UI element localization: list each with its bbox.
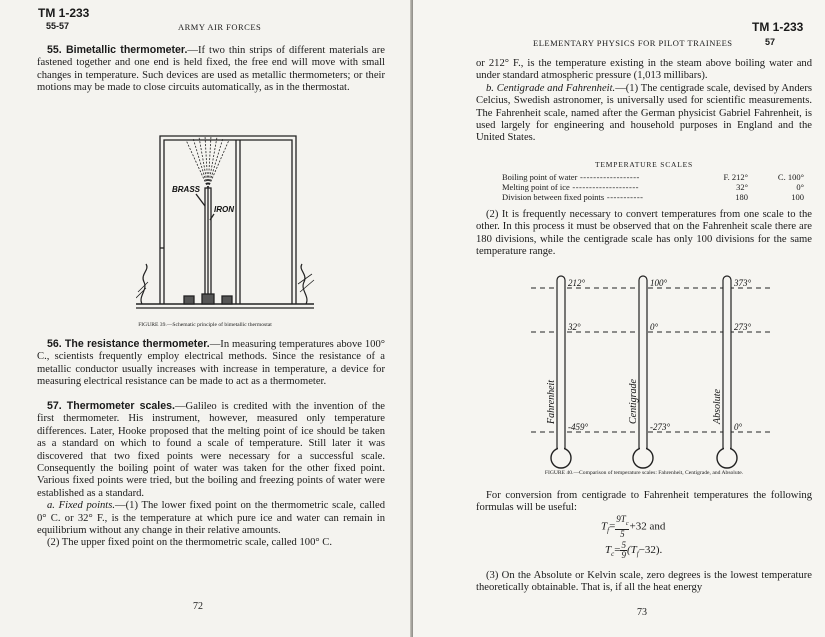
label-mid: 273° [734,322,752,332]
thermometer-tube [639,276,647,452]
tube-joint [640,444,646,452]
table-row [499,192,807,202]
label-top: 100° [650,278,668,288]
figure-39-thermostat [136,128,316,316]
thermometer-tube [723,276,731,452]
temperature-table-title: TEMPERATURE SCALES [595,160,693,169]
section-56 [37,338,385,389]
right-page-number: 73 [637,607,647,618]
right-header-page: 57 [765,37,776,47]
figure-39-caption: FIGURE 39.—Schematic principle of bimetallic thermostat [138,322,272,328]
scale-name: Absolute [712,389,723,424]
label-mid: 32° [568,322,581,332]
left-header-code: TM 1-233 [38,6,90,20]
left-page-number: 72 [193,601,203,612]
wire-coil-right [301,264,307,304]
section-55-title: 55. Bimetallic thermometer. [47,44,188,56]
section-56-body: —In measuring temperatures above 100° C., scientists frequently employ electrical methods. Since the resistance of a metallic conductor usually increases with increase in temperature, a device for measuring electrical resistance can be made to act as a thermometer. [37,339,385,388]
figure-40-caption: FIGURE 40.—Comparison of temperature scales: Fahrenheit, Centigrade, and Absolute. [544,470,744,476]
continuation-paragraph: or 212° F., is the temperature existing in the steam above boiling water and under standard atmospheric pressure (1,013 millibars). [476,58,812,82]
label-bottom: 0° [734,422,743,432]
left-running-title: ARMY AIR FORCES [178,22,262,32]
centigrade-value: 100 [791,192,804,202]
right-running-title: ELEMENTARY PHYSICS FOR PILOT TRAINEES [533,38,733,48]
left-header-sections: 55-57 [46,21,70,31]
fahrenheit-value: F. 212° [723,172,748,182]
scale-name: Centigrade [628,379,639,424]
fixed-points-label: a. Fixed points. [47,500,116,512]
section-57-title: 57. Thermometer scales. [47,400,175,412]
section-57-body: —Galileo is credited with the invention of the first thermometer. His instrument, however, measured only temperature differences. Later, Hooke proposed that the melting point of ice should be taken as a standard on which to found a scale of temperature. Still later it was discovered that two fixed points were necessary for a successful scale. Consequently the boiling point of water was taken for the other fixed point. Various fixed points were tried, but the boiling and freezing points of water were established as a standard. [37,401,385,499]
right-header-code: TM 1-233 [752,20,804,34]
centigrade-value: 0° [796,182,804,192]
tube-joint [724,444,730,452]
para-upper-fixed: (2) The upper fixed point on the thermometric scale, called 100° C. [47,537,332,549]
section-55 [37,44,385,95]
fahrenheit-value: 180 [735,192,748,202]
formula-f-to-c: $T_c=$ $\frac{5}{9}$ $(T_f-32)$. [605,540,663,560]
table-row [499,172,807,182]
kelvin-para: (3) On the Absolute or Kelvin scale, zero degrees is the lowest temperature theoretically obtainable. That is, if all the heat energy [476,570,812,594]
formula-c-to-f: $T_f=$ $\frac{9T_c}{5}$ +32 and [601,514,666,539]
tube-joint [558,444,564,452]
fahrenheit-value: 32° [736,182,748,192]
thermometer-tube [557,276,565,452]
label-top: 212° [568,278,586,288]
figure-40-thermometers [531,266,771,470]
label-iron: IRON [214,205,234,214]
cent-fahr-body: —(1) The centigrade scale, devised by Anders Celcius, Swedish astronomer, is universally used for scientific measurements. The Fahrenheit scale, named after the German physicist Gabriel Fahrenheit, is used largely for engineering and household purposes in England and the United States. [476,82,813,144]
section-56-title: 56. The resistance thermometer. [47,338,210,350]
row-label: Division between fixed points ----------- [502,192,644,202]
cent-fahr-label: b. Centigrade and Fahrenheit. [486,82,616,94]
scale-name: Fahrenheit [546,379,557,424]
label-brass: BRASS [172,185,201,194]
section-55-body: —If two thin strips of different materials are fastened together and one end is held fixed, the free end will move with small changes in temperature. Such devices are used as metallic thermometers; or their motions may be made to close circuits automatically, as in the thermostat. [37,45,385,94]
conversion-intro: For conversion from centigrade to Fahrenheit temperatures the following formulas will be useful: [476,490,812,514]
left-page [0,0,412,637]
temperature-scales-table [499,172,807,202]
table-row [499,182,807,192]
conversion-para: (2) It is frequently necessary to convert temperatures from one scale to the other. In this process it must be observed that on the Fahrenheit scale there are 180 divisions, while the centigrade scale has only 100 divisions for the same temperature range. [476,209,812,258]
right-text-top [476,58,812,145]
section-57 [37,400,385,550]
label-top: 373° [734,278,752,288]
frame-outline [160,136,296,304]
row-label: Melting point of ice -------------------- [502,182,640,192]
centigrade-value: C. 100° [777,172,804,182]
row-label: Boiling point of water ------------------ [502,172,640,182]
label-mid: 0° [650,322,659,332]
right-page [413,0,825,637]
label-bottom: -459° [568,422,589,432]
label-bottom: -273° [650,422,671,432]
fixed-points-body: —(1) The lower fixed point on the thermometric scale, called 0° C. or 32° F., is the temperature at which pure ice and water can remain in equilibrium without any change in their relative amounts. [37,500,386,537]
